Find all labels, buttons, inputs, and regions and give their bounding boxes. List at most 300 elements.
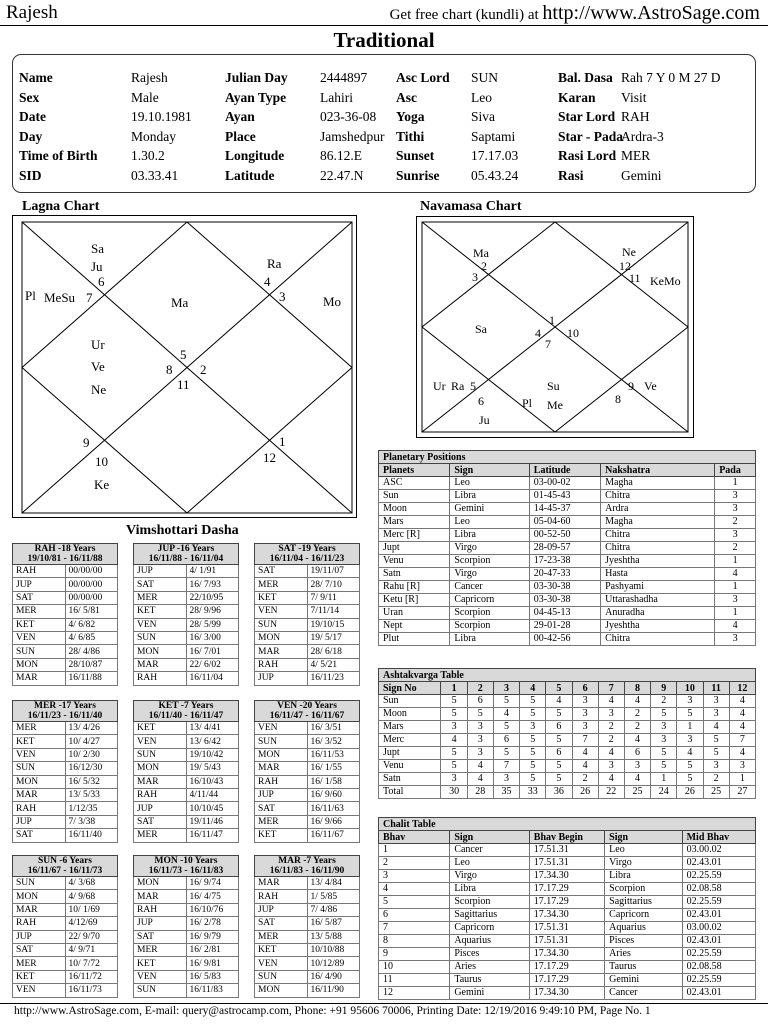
- chalit-cell: 02.08.58: [682, 961, 755, 974]
- dasha-sub-planet: RAH: [134, 788, 187, 801]
- birth-field-value: Rajesh: [131, 70, 168, 85]
- dasha-sub-planet: SUN: [134, 984, 187, 997]
- ashtakvarga-cell: 7: [493, 760, 519, 773]
- lagna-house-num: 2: [200, 362, 207, 377]
- dasha-sub-planet: RAH: [13, 802, 66, 815]
- table-row: [379, 721, 756, 734]
- dasha-sub-date: 4/ 3/68: [65, 877, 118, 890]
- dasha-sub-planet: VEN: [134, 735, 187, 748]
- dasha-row: [13, 658, 118, 671]
- dasha-sub-planet: MAR: [134, 658, 187, 671]
- dasha-sub-planet: MAR: [13, 903, 66, 916]
- lagna-planet: Mo: [323, 294, 342, 309]
- dasha-block-header: [134, 856, 239, 877]
- planetary-cell: 3: [715, 594, 756, 607]
- dasha-row: [134, 658, 239, 671]
- dasha-period-title: SAT -19 Years: [278, 544, 336, 554]
- dasha-row: [255, 788, 360, 801]
- dasha-sub-planet: MAR: [134, 890, 187, 903]
- dasha-sub-date: 16/ 1/58: [307, 775, 360, 788]
- dasha-sub-date: 22/10/95: [186, 591, 239, 604]
- birth-field-value: 22.47.N: [320, 167, 364, 183]
- birth-field-label: Asc: [396, 89, 417, 105]
- table-row: [379, 935, 756, 948]
- dasha-row: [134, 748, 239, 761]
- planetary-cell: Satn: [379, 568, 450, 581]
- planetary-cell: Scorpion: [450, 620, 529, 633]
- dasha-block-header: [13, 856, 118, 877]
- ashtakvarga-cell: 3: [493, 773, 519, 786]
- dasha-sub-planet: RAH: [13, 917, 66, 930]
- birth-field-value: 86.12.E: [320, 148, 362, 164]
- dasha-sub-date: 16/ 5/81: [65, 605, 118, 618]
- birth-field-label: Date: [19, 109, 46, 125]
- dasha-block: [12, 700, 118, 843]
- ashtakvarga-cell: 3: [624, 760, 650, 773]
- ashtakvarga-cell: 3: [651, 721, 677, 734]
- birth-values-col1: [131, 68, 192, 186]
- ashtakvarga-cell: 6: [546, 721, 572, 734]
- website-link[interactable]: http://www.AstroSage.com: [542, 2, 760, 24]
- ashtakvarga-column-header: 1: [441, 682, 467, 695]
- dasha-period-title: VEN -20 Years: [277, 701, 337, 711]
- dasha-block: [133, 700, 239, 843]
- dasha-sub-date: 16/ 9/79: [186, 930, 239, 943]
- planetary-cell: Chitra: [601, 633, 715, 646]
- birth-field-value: 05.43.24: [471, 167, 519, 183]
- table-row: [379, 773, 756, 786]
- dasha-block: [254, 700, 360, 843]
- dasha-row: [13, 578, 118, 591]
- chalit-cell: 17.51.31: [529, 844, 604, 857]
- birth-field-value: Lahiri: [320, 89, 353, 105]
- table-row: [379, 607, 756, 620]
- lagna-house-num: 8: [166, 362, 173, 377]
- birth-labels-col3: [396, 68, 450, 186]
- dasha-row: [13, 930, 118, 943]
- chalit-cell: Aries: [450, 961, 529, 974]
- dasha-period-range: 16/11/04 - 16/11/23: [269, 554, 345, 564]
- dasha-period-range: 16/11/40 - 16/11/47: [148, 711, 224, 721]
- dasha-sub-date: 28/ 7/10: [307, 578, 360, 591]
- dasha-period-title: MAR -7 Years: [278, 856, 336, 866]
- table-row: [379, 708, 756, 721]
- dasha-row: [13, 890, 118, 903]
- nav-house-num: 10: [567, 326, 579, 340]
- lagna-planet: MeSu: [44, 290, 76, 305]
- planetary-cell: Gemini: [450, 503, 529, 516]
- dasha-sub-date: 16/11/63: [307, 802, 360, 815]
- chalit-cell: 17.17.29: [529, 961, 604, 974]
- ashtakvarga-cell: 25: [703, 786, 729, 799]
- chalit-column-header: Sign: [450, 831, 529, 844]
- chalit-cell: Aquarius: [450, 935, 529, 948]
- dasha-sub-date: 16/10/43: [186, 775, 239, 788]
- nav-planet: KeMo: [650, 274, 681, 288]
- ashtakvarga-cell: Satn: [379, 773, 441, 786]
- lagna-house-num: 5: [180, 347, 187, 362]
- planetary-cell: 1: [715, 477, 756, 490]
- ashtakvarga-cell: 5: [651, 747, 677, 760]
- dasha-row: [255, 943, 360, 956]
- lagna-planet: Ke: [94, 477, 110, 492]
- dasha-row: [255, 815, 360, 828]
- chalit-cell: 17.51.31: [529, 922, 604, 935]
- chalit-cell: Sagittarius: [605, 896, 682, 909]
- dasha-sub-planet: MON: [134, 877, 187, 890]
- dasha-period-title: KET -7 Years: [158, 701, 214, 711]
- dasha-sub-planet: RAH: [134, 903, 187, 916]
- birth-field-value: Visit: [621, 89, 647, 105]
- planetary-cell: Merc [R]: [379, 529, 450, 542]
- footer-divider: [0, 1003, 768, 1004]
- dasha-sub-planet: KET: [13, 618, 66, 631]
- planetary-cell: Leo: [450, 516, 529, 529]
- birth-field-value: Monday: [131, 128, 176, 144]
- planetary-positions-table: [378, 450, 756, 646]
- dasha-period-title: SUN -6 Years: [37, 856, 92, 866]
- planetary-cell: Moon: [379, 503, 450, 516]
- dasha-sub-planet: MER: [13, 722, 66, 735]
- dasha-sub-planet: VEN: [255, 957, 308, 970]
- ashtakvarga-cell: 3: [651, 734, 677, 747]
- dasha-sub-planet: RAH: [255, 658, 308, 671]
- birth-field-label: Star - Pada: [558, 128, 624, 144]
- dasha-sub-date: 13/ 5/33: [65, 788, 118, 801]
- dasha-row: [13, 748, 118, 761]
- dasha-sub-date: 16/ 4/90: [307, 970, 360, 983]
- birth-field-value: Saptami: [471, 128, 516, 144]
- dasha-sub-date: 16/ 1/55: [307, 762, 360, 775]
- dasha-sub-date: 4/ 5/21: [307, 658, 360, 671]
- dasha-sub-date: 7/ 9/11: [307, 591, 360, 604]
- ashtakvarga-column-header: 4: [520, 682, 546, 695]
- dasha-block-header: [134, 701, 239, 722]
- navamasa-chart-svg: [417, 217, 693, 437]
- chalit-cell: Libra: [450, 883, 529, 896]
- ashtakvarga-cell: 36: [546, 786, 572, 799]
- dasha-sub-date: 10/10/45: [186, 802, 239, 815]
- dasha-sub-date: 13/ 4/41: [186, 722, 239, 735]
- ashtakvarga-cell: 3: [703, 708, 729, 721]
- lagna-chart-svg: [13, 216, 356, 517]
- dasha-row: [13, 591, 118, 604]
- dasha-sub-date: 10/ 2/30: [65, 748, 118, 761]
- planetary-cell: Libra: [450, 633, 529, 646]
- lagna-house-num: 7: [86, 290, 93, 305]
- navamasa-chart: [416, 216, 694, 438]
- dasha-sub-date: 16/10/76: [186, 903, 239, 916]
- dasha-row: [255, 565, 360, 578]
- birth-field-label: Name: [19, 70, 53, 85]
- ashtakvarga-cell: 3: [703, 760, 729, 773]
- birth-field-label: Yoga: [396, 109, 425, 125]
- table-row: [379, 883, 756, 896]
- chalit-cell: 9: [379, 948, 450, 961]
- dasha-sub-date: 16/ 7/01: [186, 645, 239, 658]
- dasha-sub-planet: SAT: [134, 815, 187, 828]
- chalit-cell: 02.25.59: [682, 948, 755, 961]
- ashtakvarga-cell: 6: [493, 734, 519, 747]
- ashtakvarga-cell: 5: [651, 760, 677, 773]
- birth-field-value: 2444897: [320, 70, 368, 85]
- header-divider: [0, 25, 768, 26]
- ashtakvarga-cell: 5: [703, 734, 729, 747]
- nav-planet: Ra: [451, 379, 465, 393]
- dasha-row: [255, 917, 360, 930]
- dasha-sub-date: 10/10/88: [307, 943, 360, 956]
- lagna-house-num: 3: [279, 289, 286, 304]
- dasha-sub-date: 16/12/30: [65, 762, 118, 775]
- dasha-sub-date: 10/ 1/69: [65, 903, 118, 916]
- ashtakvarga-cell: 5: [546, 760, 572, 773]
- dasha-sub-planet: MAR: [13, 788, 66, 801]
- chalit-cell: 02.25.59: [682, 974, 755, 987]
- promo-text: Get free chart (kundli) at: [389, 7, 539, 23]
- dasha-row: [255, 748, 360, 761]
- dasha-sub-date: 16/ 3/52: [307, 735, 360, 748]
- chalit-cell: 12: [379, 987, 450, 1000]
- dasha-row: [255, 672, 360, 685]
- dasha-sub-date: 16/11/67: [307, 829, 360, 842]
- planetary-cell: 03-00-02: [529, 477, 600, 490]
- dasha-sub-planet: JUP: [13, 815, 66, 828]
- dasha-sub-planet: KET: [134, 605, 187, 618]
- dasha-sub-planet: JUP: [134, 917, 187, 930]
- ashtakvarga-cell: Moon: [379, 708, 441, 721]
- planetary-cell: Virgo: [450, 568, 529, 581]
- ashtakvarga-cell: Jupt: [379, 747, 441, 760]
- birth-field-label: Bal. Dasa: [558, 70, 613, 85]
- planetary-column-header: Nakshatra: [601, 464, 715, 477]
- ashtakvarga-cell: Total: [379, 786, 441, 799]
- ashtakvarga-cell: 5: [520, 760, 546, 773]
- dasha-sub-date: 16/11/83: [186, 984, 239, 997]
- ashtakvarga-cell: 4: [624, 695, 650, 708]
- chalit-cell: Scorpion: [605, 883, 682, 896]
- birth-field-label: Tithi: [396, 128, 425, 144]
- table-row: [379, 594, 756, 607]
- ashtakvarga-column-header: 2: [467, 682, 493, 695]
- planetary-cell: 20-47-33: [529, 568, 600, 581]
- dasha-sub-date: 10/ 4/27: [65, 735, 118, 748]
- ashtakvarga-cell: Mars: [379, 721, 441, 734]
- ashtakvarga-cell: 5: [520, 708, 546, 721]
- chalit-cell: Libra: [605, 870, 682, 883]
- dasha-sub-date: 28/10/87: [65, 658, 118, 671]
- dasha-period-title: JUP -16 Years: [157, 544, 215, 554]
- dasha-row: [13, 645, 118, 658]
- birth-field-label: Ayan Type: [225, 89, 287, 105]
- dasha-sub-planet: JUP: [255, 903, 308, 916]
- dasha-sub-date: 16/11/88: [65, 672, 118, 685]
- lagna-planet: Ra: [267, 256, 282, 271]
- planetary-cell: 01-45-43: [529, 490, 600, 503]
- planetary-cell: Sun: [379, 490, 450, 503]
- table-row: [379, 490, 756, 503]
- ashtakvarga-cell: 4: [703, 721, 729, 734]
- lagna-house-num: 10: [95, 454, 108, 469]
- table-row: [379, 734, 756, 747]
- dasha-sub-planet: VEN: [13, 631, 66, 644]
- table-row: [379, 555, 756, 568]
- table-row: [379, 568, 756, 581]
- dasha-sub-planet: JUP: [134, 802, 187, 815]
- navamasa-chart-title: Navamasa Chart: [420, 199, 522, 214]
- ashtakvarga-cell: 5: [441, 747, 467, 760]
- dasha-sub-date: 1/ 5/85: [307, 890, 360, 903]
- dasha-sub-date: 16/11/72: [65, 970, 118, 983]
- dasha-row: [13, 672, 118, 685]
- dasha-row: [255, 877, 360, 890]
- dasha-row: [134, 775, 239, 788]
- table-row: [379, 477, 756, 490]
- chalit-cell: 17.34.30: [529, 870, 604, 883]
- dasha-sub-planet: MON: [13, 658, 66, 671]
- dasha-row: [13, 829, 118, 842]
- planetary-cell: 05-04-60: [529, 516, 600, 529]
- dasha-sub-date: 16/ 2/81: [186, 943, 239, 956]
- table-row: [379, 909, 756, 922]
- dasha-sub-date: 00/00/00: [65, 591, 118, 604]
- planetary-cell: Libra: [450, 529, 529, 542]
- ashtakvarga-cell: 5: [520, 734, 546, 747]
- dasha-sub-date: 16/ 2/78: [186, 917, 239, 930]
- dasha-row: [13, 917, 118, 930]
- dasha-sub-planet: SAT: [13, 943, 66, 956]
- birth-field-label: Karan: [558, 89, 596, 105]
- vimshottari-title: Vimshottari Dasha: [126, 523, 239, 538]
- dasha-row: [255, 890, 360, 903]
- dasha-row: [255, 605, 360, 618]
- birth-field-value: Gemini: [621, 167, 662, 183]
- chalit-cell: 3: [379, 870, 450, 883]
- dasha-sub-planet: MON: [13, 890, 66, 903]
- planetary-column-header: Sign: [450, 464, 529, 477]
- dasha-block: [133, 855, 239, 998]
- birth-field-label: SID: [19, 167, 42, 183]
- ashtakvarga-title: Ashtakvarga Table: [379, 669, 756, 682]
- chalit-cell: 02.43.01: [682, 935, 755, 948]
- dasha-block-header: [255, 544, 360, 565]
- dasha-sub-planet: SAT: [13, 829, 66, 842]
- nav-planet: Ve: [644, 379, 657, 393]
- nav-planet: Su: [547, 379, 560, 393]
- ashtakvarga-cell: 3: [467, 734, 493, 747]
- birth-field-label: Rasi Lord: [558, 148, 617, 164]
- chalit-cell: 02.25.59: [682, 896, 755, 909]
- ashtakvarga-cell: 33: [520, 786, 546, 799]
- dasha-sub-planet: VEN: [13, 748, 66, 761]
- birth-field-value: 1.30.2: [131, 148, 165, 164]
- planetary-cell: Libra: [450, 490, 529, 503]
- page-title: Traditional: [333, 28, 435, 52]
- ashtakvarga-cell: 25: [624, 786, 650, 799]
- ashtakvarga-cell: 1: [677, 721, 703, 734]
- dasha-sub-planet: RAH: [255, 890, 308, 903]
- planetary-cell: 29-01-28: [529, 620, 600, 633]
- birth-field-value: 023-36-08: [320, 109, 377, 125]
- birth-field-value: SUN: [471, 70, 499, 85]
- planetary-cell: 00-42-56: [529, 633, 600, 646]
- dasha-row: [255, 658, 360, 671]
- dasha-row: [13, 631, 118, 644]
- lagna-house-num: 6: [98, 274, 105, 289]
- planetary-cell: Capricorn: [450, 594, 529, 607]
- ashtakvarga-column-header: Sign No: [379, 682, 441, 695]
- dasha-sub-planet: MER: [255, 578, 308, 591]
- dasha-sub-planet: KET: [13, 970, 66, 983]
- chalit-cell: Taurus: [450, 974, 529, 987]
- ashtakvarga-cell: 4: [467, 773, 493, 786]
- ashtakvarga-table: [378, 668, 756, 799]
- birth-values-col3: [471, 68, 518, 186]
- ashtakvarga-cell: 5: [677, 773, 703, 786]
- dasha-row: [255, 957, 360, 970]
- birth-field-label: Place: [225, 128, 256, 144]
- dasha-sub-date: 10/12/89: [307, 957, 360, 970]
- birth-field-value: 19.10.1981: [131, 109, 192, 125]
- ashtakvarga-cell: 2: [572, 773, 598, 786]
- planetary-cell: Jupt: [379, 542, 450, 555]
- dasha-sub-date: 13/ 4/84: [307, 877, 360, 890]
- chalit-column-header: Bhav: [379, 831, 450, 844]
- dasha-block: [133, 543, 239, 686]
- birth-field-value: 17.17.03: [471, 148, 519, 164]
- ashtakvarga-cell: 2: [624, 721, 650, 734]
- ashtakvarga-cell: 5: [493, 747, 519, 760]
- table-row: [379, 633, 756, 646]
- birth-labels-col2: [225, 68, 288, 186]
- lagna-house-num: 4: [264, 274, 271, 289]
- chalit-cell: Virgo: [450, 870, 529, 883]
- dasha-row: [255, 802, 360, 815]
- dasha-sub-planet: MON: [134, 762, 187, 775]
- table-row: [379, 987, 756, 1000]
- chalit-cell: 10: [379, 961, 450, 974]
- dasha-sub-planet: MAR: [255, 645, 308, 658]
- ashtakvarga-cell: 4: [624, 773, 650, 786]
- planetary-cell: 14-45-37: [529, 503, 600, 516]
- dasha-row: [255, 984, 360, 997]
- dasha-sub-planet: KET: [134, 722, 187, 735]
- birth-field-label: Julian Day: [225, 70, 288, 85]
- dasha-row: [13, 605, 118, 618]
- dasha-sub-date: 19/ 5/43: [186, 762, 239, 775]
- birth-field-value: MER: [621, 148, 651, 164]
- ashtakvarga-cell: 5: [441, 760, 467, 773]
- dasha-row: [255, 903, 360, 916]
- dasha-sub-planet: MON: [255, 748, 308, 761]
- ashtakvarga-cell: 27: [729, 786, 755, 799]
- planetary-cell: Chitra: [601, 529, 715, 542]
- chalit-cell: Gemini: [605, 974, 682, 987]
- dasha-sub-planet: RAH: [13, 565, 66, 578]
- ashtakvarga-cell: 4: [572, 760, 598, 773]
- dasha-sub-date: 19/11/46: [186, 815, 239, 828]
- planetary-cell: Magha: [601, 516, 715, 529]
- dasha-row: [134, 618, 239, 631]
- dasha-row: [134, 957, 239, 970]
- ashtakvarga-cell: 5: [703, 747, 729, 760]
- dasha-sub-date: 22/ 9/70: [65, 930, 118, 943]
- ashtakvarga-cell: 4: [546, 695, 572, 708]
- dasha-sub-date: 16/11/40: [65, 829, 118, 842]
- footer-info: http://www.AstroSage.com, E-mail: query@astrocamp.com, Phone: +91 95606 70006, Printing Date: 12/19/2016 9:49:10 PM, Page No. 1: [14, 1005, 651, 1017]
- dasha-row: [255, 722, 360, 735]
- dasha-block: [12, 855, 118, 998]
- dasha-sub-planet: SUN: [134, 631, 187, 644]
